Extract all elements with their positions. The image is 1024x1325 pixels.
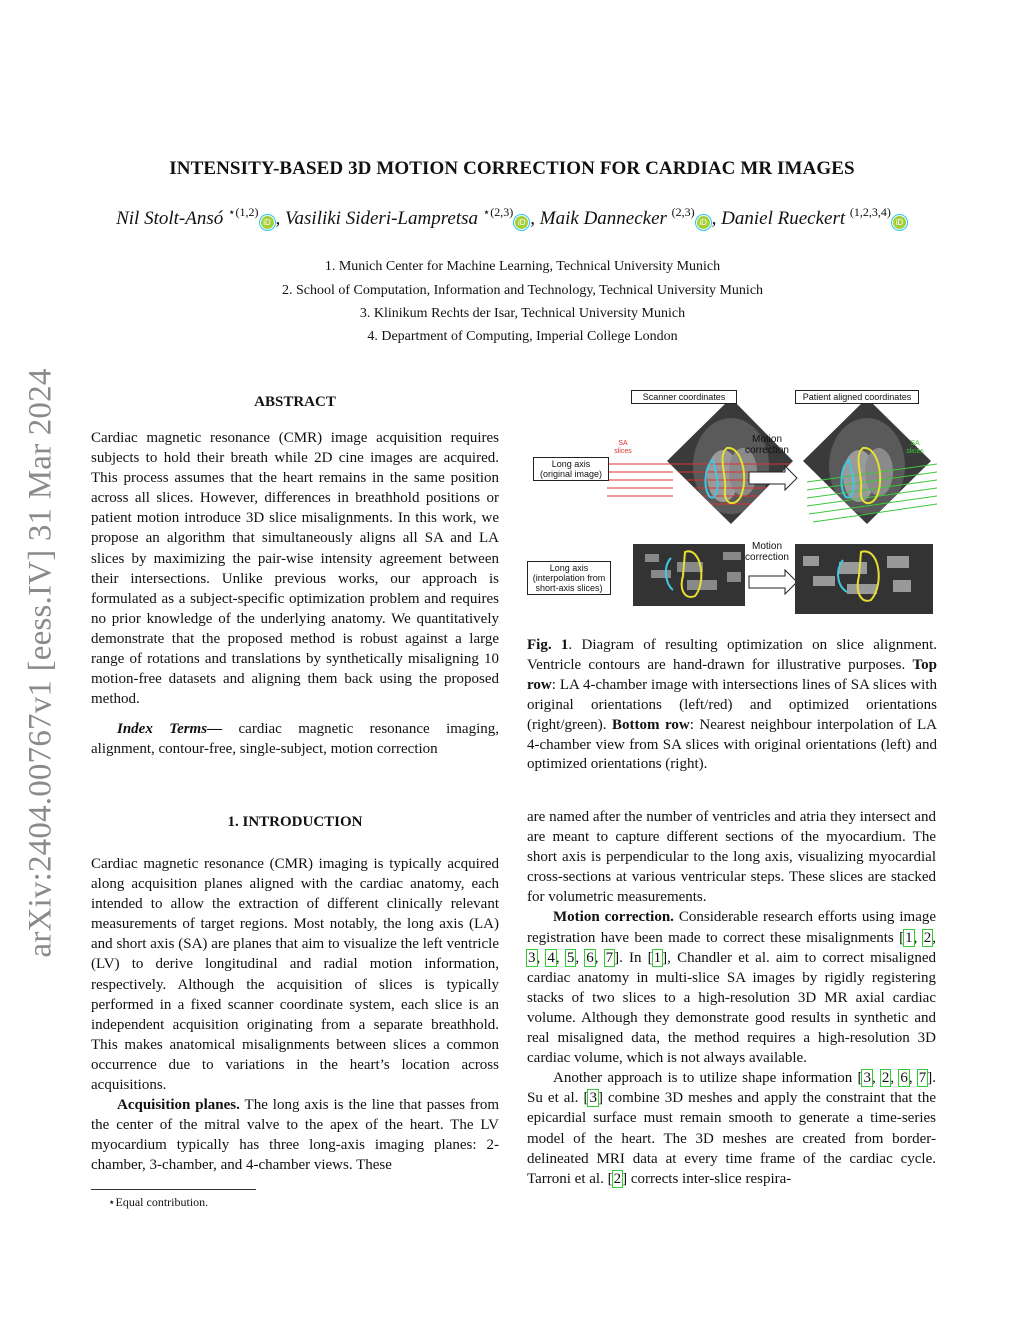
author-affil-sup: (1,2,3,4) <box>849 205 891 219</box>
index-terms-text: cardiac magnetic resonance imaging, alignment, contour-free, single-subject, motion correction <box>91 721 499 758</box>
affiliation-2: 2. School of Computation, Information and Technology, Technical University Munich <box>281 283 764 298</box>
right-paragraph-1: are named after the number of ventricles and atria they intersect and are meant to capture different sections of the myocardium. The short axis is perpendicular to the long axis, visualizing myocardial cross-sections at various ventricular steps. These slices are stacked for volumetric measurements. <box>527 809 936 906</box>
motion-correction-head: Motion correction. <box>553 909 674 926</box>
affiliation-3: 3. Klinikum Rechts der Isar, Technical University Munich <box>359 306 686 321</box>
motion-correction-label-bottom: Motion correction <box>745 541 789 563</box>
acquisition-planes-head: Acquisition planes. <box>117 1097 240 1114</box>
author-name: Daniel Rueckert <box>721 208 846 229</box>
author-affil-sup: ⋆(1,2) <box>228 205 259 219</box>
citation-link[interactable]: 7 <box>605 949 614 966</box>
orcid-icon[interactable]: iD <box>515 216 528 229</box>
long-axis-interp-label: Long axis (interpolation from short-axis slices) <box>527 561 611 595</box>
intro-heading: 1. INTRODUCTION <box>227 814 363 830</box>
sa-slices-green-label: SA slices <box>906 440 924 455</box>
citation-link[interactable]: 3 <box>528 949 536 966</box>
intro-body <box>91 854 499 1176</box>
figure-caption: Fig. 1. Diagram of resulting optimization on slice alignment. Ventricle contours are hand-drawn for illustrative purposes. Top row: LA 4-chamber image with intersections lines of SA slices with original orientations (left/red) and optimized orientations (right/green). Bottom row: Nearest neighbour interpolation of LA 4-chamber view from SA slices with original orientations (left) and optimized orientations (right). <box>527 637 937 773</box>
intro-paragraph-1: Cardiac magnetic resonance (CMR) imaging is typically acquired along acquisition planes aligned with the cardiac anatomy, each intended to allow the extraction of different clinically relevant measurements of target regions. Most notably, the long axis (LA) and short axis (SA) are planes that aim to visualize the left ventricle (LV) to derive longitudinal and radial motion information, respectively. Although the acquisition of slices is typically performed in a fixed scanner coordinate system, each slice is an independent acquisition originating from a separate breathhold. This makes anatomical misalignments between slices a common occurrence due to variations in the heart’s location across acquisitions. <box>91 856 499 1094</box>
bottom-row-label: Bottom row <box>612 716 690 733</box>
top-row-label: Top row <box>527 656 937 693</box>
scanner-coordinates-label: Scanner coordinates <box>631 390 737 404</box>
citation-link[interactable]: 6 <box>586 949 594 966</box>
author-name: Maik Dannecker <box>539 208 667 229</box>
paper-title: INTENSITY-BASED 3D MOTION CORRECTION FOR CARDIAC MR IMAGES <box>169 158 855 179</box>
citation-link[interactable]: 4 <box>547 949 555 966</box>
sa-slices-red-label: SA slices <box>614 440 632 455</box>
author-name: Vasiliki Sideri-Lampretsa <box>285 208 479 229</box>
abstract-body <box>91 428 499 760</box>
footnote: ⋆Equal contribution. <box>108 1195 209 1209</box>
orcid-icon[interactable]: iD <box>697 216 710 229</box>
index-terms-label: Index Terms— <box>117 721 223 738</box>
right-column-body <box>527 807 936 1189</box>
citation-link[interactable]: 3 <box>589 1090 597 1107</box>
author-name: Nil Stolt-Ansó <box>116 208 224 229</box>
arrow-icon <box>749 570 797 594</box>
orcid-icon[interactable]: iD <box>261 216 274 229</box>
motion-correction-label-top: Motion correction <box>745 434 789 456</box>
citation-link[interactable]: 1 <box>653 949 662 966</box>
arxiv-identifier: arXiv:2404.00767v1 [eess.IV] 31 Mar 2024 <box>22 367 59 958</box>
orcid-icon[interactable]: iD <box>893 216 906 229</box>
sa-lines-red <box>607 464 673 496</box>
citation-link[interactable]: 6 <box>900 1070 908 1087</box>
citation-link[interactable]: 3 <box>863 1070 871 1087</box>
author-list: Nil Stolt-Ansó $^{⋆(1,2)}$iD , Vasiliki Sideri-Lampretsa $^{⋆(2,3)}$iD , Maik Dannecker $^{(2,3)}$iD , Daniel Rueckert $^{(1,2,3,4)}$iD <box>0 205 1024 230</box>
author-affil-sup: ⋆(2,3) <box>482 205 514 219</box>
figure-1 <box>527 386 939 618</box>
index-terms <box>91 719 499 759</box>
affiliation-4: 4. Department of Computing, Imperial College London <box>367 329 678 344</box>
citation-link[interactable]: 1 <box>905 929 913 946</box>
abstract-heading: ABSTRACT <box>254 394 336 410</box>
abstract-text: Cardiac magnetic resonance (CMR) image acquisition requires subjects to hold their breath while 2D cine images are acquired. This process assumes that the heart remains in the same position across all slices. However, differences in breathhold positions or patient motion introduce 3D slice misalignments. In this work, we propose an algorithm that simultaneously aligns all SA and LA slices by maximizing the pair-wise intensity agreement between their intersections. Unlike previous works, our approach is formulated as a subject-specific optimization problem and requires no prior knowledge of the underlying anatomy. We quantitatively demonstrate that the proposed method is robust against a large range of rotations and translations by synthetically misaligning 10 motion-free datasets and aligning them back using the proposed method. <box>91 430 499 708</box>
footnote-rule <box>91 1189 256 1190</box>
citation-link[interactable]: 7 <box>918 1070 927 1087</box>
right-paragraph-2: Motion correction. Considerable research efforts using image registration have been made to correct these misalignments [1, 2, 3, 4, 5, 6, 7]. In [1], Chandler et al. aim to correct misaligned cardiac anatomy in multi-slice SA images by rigidly registering stacks of two slices to a high-resolution 3D MR axial cardiac volume. Although they demonstrate good results in synthetic and real misaligned data, the method requires a high-resolution 3D cardiac volume, which is not always available. <box>527 909 937 1067</box>
citation-link[interactable]: 5 <box>566 949 575 966</box>
intro-paragraph-2: Acquisition planes. The long axis is the line that passes from the center of the mitral valve to the apex of the heart. The LV myocardium typically has three long-axis imaging planes: 2-chamber, 3-chamber, and 4-chamber views. These <box>91 1097 499 1174</box>
citation-link[interactable]: 2 <box>881 1070 890 1087</box>
patient-coordinates-label: Patient aligned coordinates <box>795 390 919 404</box>
affiliation-1: 1. Munich Center for Machine Learning, Technical University Munich <box>324 259 721 274</box>
citation-link[interactable]: 2 <box>923 929 932 946</box>
long-axis-original-label: Long axis (original image) <box>533 457 609 481</box>
right-paragraph-3: Another approach is to utilize shape information [3, 2, 6, 7]. Su et al. [3] combine 3D meshes and apply the constraint that the epicardial surface must remain smooth to generate a time-series model of the heart. The 3D meshes are created from border-delineated MRI data at every time frame of the cardiac cycle. Tarroni et al. [2] corrects inter-slice respira- <box>527 1070 937 1187</box>
author-affil-sup: (2,3) <box>671 205 695 219</box>
citation-link[interactable]: 2 <box>613 1170 622 1187</box>
fig-label: Fig. 1 <box>527 637 569 653</box>
